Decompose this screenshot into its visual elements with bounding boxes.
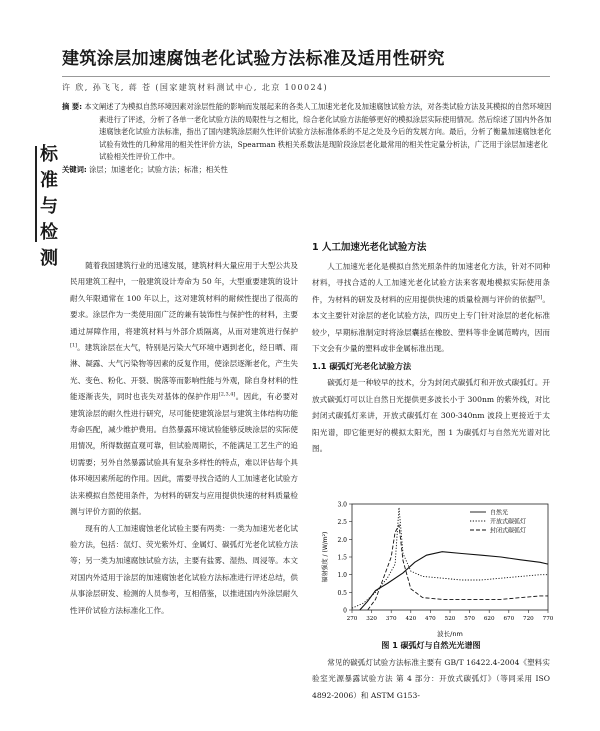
citation: [2,3,4] [218,391,236,398]
spectrum-figure [318,498,556,648]
keywords-label: 关键词: [62,164,87,174]
keywords-text: 涂层；加速老化；试验方法；标准；相关性 [89,164,228,174]
citation: [5] [535,294,543,301]
x-tick-label: 670 [503,616,515,622]
paragraph-text: 人工加速光老化是模拟自然光照条件的加速老化方法，针对不同种材料，寻找合适的人工加速光老化试验方法来客观地模拟实际使用条件，为材料的研发及材料的应用提供快速的质量检测与评价的依据 [312,262,550,304]
subsection-heading: 1.1 碳弧灯光老化试验方法 [312,361,412,372]
x-tick-label: 420 [405,616,417,622]
article-title: 建筑涂层加速腐蚀老化试验方法标准及适用性研究 [62,49,445,69]
x-tick-label: 770 [542,616,554,622]
legend-entry: 封闭式碳弧灯 [490,527,527,535]
citation: [1] [70,342,78,349]
x-tick-label: 320 [366,616,377,622]
side-label-char: 标 [40,144,58,165]
y-tick-label: 1.5 [337,554,347,562]
paragraph [70,258,298,521]
x-tick-label: 370 [385,616,397,622]
side-rule [35,146,37,242]
abstract-label: 摘 要: [62,102,83,111]
article-authors: 许 欣, 孙飞飞, 蒋 苍 (国家建筑材料测试中心, 北京 100024) [62,83,329,92]
x-tick-label: 470 [425,616,436,622]
right-column [312,241,550,457]
paragraph-text: 。本文主要针对涂层的老化试验方法，四历史上专门针对涂层的老化标准较少，早期标准制定时将涂层囊括在橡胶、塑料等非金属范畴内，因而下文会有少量的塑料或非金属标准出现。 [312,294,551,354]
section-heading: 1 人工加速光老化试验方法 [312,242,427,253]
legend-entry: 自然光 [490,509,509,517]
paragraph-text: 。建筑涂层在大气，特别是污染大气环境中遇到老化，经日晒、雨淋、凝露、大气污染物等因素的反复作用，使涂层逐渐老化，产生失光、变色、粉化、开裂、脱落等而影响性能与外观，除自身材料的性能逐渐丧失，同时也丧失对基体的保护作用 [70,343,298,402]
paragraph: 现有的人工加速腐蚀老化试验主要有两类：一类为加速光老化试验方法，包括：氙灯、荧光紫外灯、金属灯、碳弧灯光老化试验方法等；另一类为加速腐蚀试验方法，主要有盐雾、湿热、周浸等。本文对国内外适用于涂层的加速腐蚀老化试验方法标准进行评述总结，供从事涂层研发、检测的人员参考，互相借鉴，以推进国内外涂层耐久性评价试验方法标准化工作。 [70,523,298,615]
x-tick-label: 570 [464,616,475,622]
y-tick-label: 0.5 [337,589,347,597]
paragraph-text: 随着我国建筑行业的迅速发展，建筑材料大量应用于大型公共及民用建筑工程中，一般建筑设计寿命为 50 年，大型重要建筑的设计耐久年限通常在 100 年以上，这对建筑材料的耐候性提出了很高的要求。涂层作为一类使用面广泛的兼有装饰性与保护性的材料，主要通过屏障作用，将建筑材料与外部介质隔离，从而对建筑进行保护 [70,261,298,336]
side-label-char: 与 [40,196,58,217]
paragraph: 常见的碳弧灯试验方法标准主要有 GB/T 16422.4-2004《塑料实验室光源暴露试验方法 第 4 部分：开放式碳弧灯》（等同采用 ISO 4892-2006）和 ASTM G153- [312,658,550,700]
y-tick-label: 0 [343,607,347,615]
right-column-continued [312,655,550,704]
side-label-char: 准 [40,170,58,191]
side-label-char: 测 [40,248,58,269]
x-tick-label: 520 [444,616,456,622]
side-label-char: 检 [40,222,58,243]
abstract [62,101,552,164]
y-tick-label: 3.0 [337,501,347,509]
paragraph [312,259,550,357]
top-rule [62,76,550,77]
abstract-text: 本文阐述了为模拟自然环境因素对涂层性能的影响而发展起来的各类人工加速光老化及加速腐蚀试验方法，对各类试验方法及其模拟的自然环境因素进行了评述，分析了各单一老化试验方法的局限性与之相比，综合老化试验方法能够更好的模拟涂层实际使用情况。然后综述了国内外各加速腐蚀老化试验方法标准，指出了国内建筑涂层耐久性评价试验方法标准体系的不足之处及今后的发展方向。最后，分析了衡量加速腐蚀老化试验有效性的几种常用的相关性评价方法，Spearman 秩相关系数法是现阶段涂层老化最常用的相关性定量分析法，广泛用于涂层加速老化试验相关性评价工作中。 [84,102,552,162]
x-tick-label: 620 [483,616,495,622]
x-axis-label: 波长/nm [437,630,463,638]
left-column [70,258,298,619]
paragraph-text: 。因此，有必要对建筑涂层的耐久性进行研究，尽可能使建筑涂层与建筑主体结构功能寿命匹配，减少维护费用。自然暴露环境试验能够反映涂层的实际使用情况，所得数据直观可靠，但试验周期长，不能满足工艺生产的追切需要；另外自然暴露试验具有复杂多样性的特点，难以评估每个具体环境因素所起的作用。因此，需要寻找合适的人工加速老化试验方法来模拟自然使用条件，为材料的研发与应用提供快速的材料质量检测与评价方面的依据。 [70,392,299,517]
series-line [368,525,548,610]
figure-caption: 图 1 碳弧灯与自然光光谱图 [381,641,481,650]
y-axis-label: 辐射强度 / (W/m²) [322,531,329,583]
keywords [62,164,552,177]
y-tick-label: 1.0 [337,572,347,580]
legend-entry: 开放式碳弧灯 [490,518,527,526]
paragraph: 碳弧灯是一种较早的技术，分为封闭式碳弧灯和开放式碳弧灯。开放式碳弧灯可以让自然日光提供更多波长小于 300nm 的紫外线，对比封闭式碳弧灯来讲，开放式碳弧灯在 300-340nm 波段上更接近于太阳光谱，即它能更好的模拟太阳光，图 1 为碳弧灯与自然光光谱对比图。 [312,378,550,454]
column-label [38,142,60,272]
series-line [360,552,548,610]
x-tick-label: 720 [523,616,534,622]
x-tick-label: 270 [346,616,358,622]
y-tick-label: 2.0 [337,536,347,544]
spectrum-chart [318,498,556,640]
abstract-block [62,101,552,177]
y-tick-label: 2.5 [337,519,347,527]
